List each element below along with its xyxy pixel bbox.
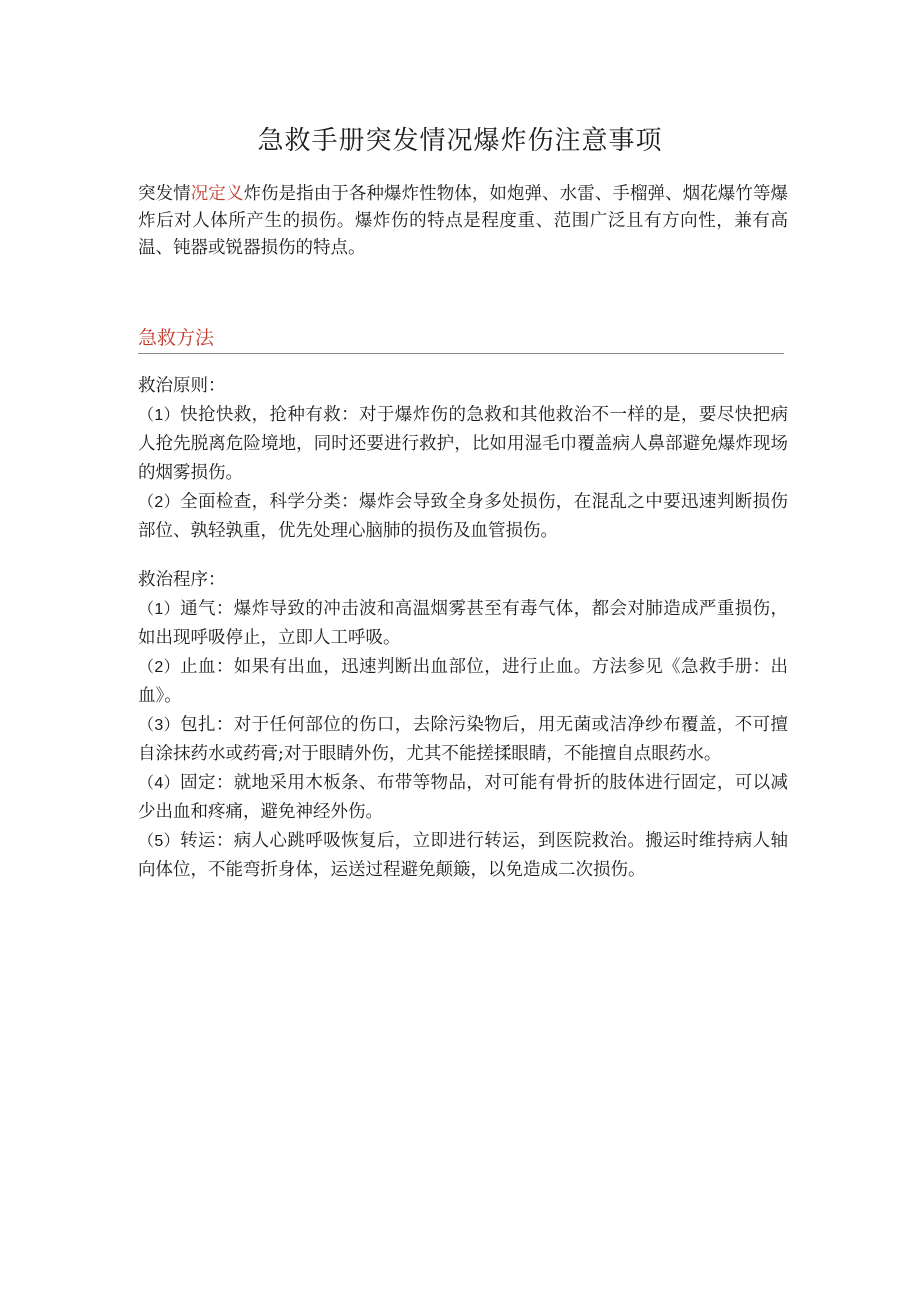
list-item: [138, 711, 788, 769]
list-item: [138, 827, 788, 885]
item-text: 通气：爆炸导致的冲击波和高温烟雾甚至有毒气体，都会对肺造成严重损伤，如出现呼吸停止，立即人工呼吸。: [138, 599, 788, 648]
list-item: [138, 653, 788, 711]
list-item: [138, 401, 788, 488]
item-number: （2）: [138, 494, 181, 511]
item-text: 全面检查，科学分类：爆炸会导致全身多处损伤，在混乱之中要迅速判断损伤部位、孰轻孰重，优先处理心脑肺的损伤及血管损伤。: [138, 492, 788, 541]
principles-label: 救治原则：: [138, 376, 226, 396]
item-text: 转运：病人心跳呼吸恢复后，立即进行转运，到医院救治。搬运时维持病人轴向体位，不能弯折身体，运送过程避免颠簸，以免造成二次损伤。: [138, 831, 788, 880]
procedures-label: 救治程序：: [138, 570, 226, 590]
item-text: 固定：就地采用木板条、布带等物品，对可能有骨折的肢体进行固定，可以减少出血和疼痛，避免神经外伤。: [138, 773, 788, 822]
item-text: 快抢快救，抢种有救：对于爆炸伤的急救和其他救治不一样的是，要尽快把病人抢先脱离危险境地，同时还要进行救护，比如用湿毛巾覆盖病人鼻部避免爆炸现场的烟雾损伤。: [138, 405, 788, 483]
item-number: （3）: [138, 717, 181, 734]
section-heading-first-aid: 急救方法: [138, 325, 784, 354]
principles-block: [138, 372, 788, 546]
list-item: [138, 595, 788, 653]
item-number: （4）: [138, 775, 181, 792]
item-number: （2）: [138, 659, 181, 676]
page-title: 急救手册突发情况爆炸伤注意事项: [257, 126, 663, 156]
list-item: [138, 488, 788, 546]
item-number: （1）: [138, 407, 181, 424]
list-item: [138, 769, 788, 827]
item-number: （5）: [138, 833, 181, 850]
intro-paragraph: [138, 181, 788, 262]
item-text: 止血：如果有出血，迅速判断出血部位，进行止血。方法参见《急救手册：出血》。: [138, 657, 788, 706]
procedures-block: [138, 566, 788, 885]
intro-highlight: 况定义: [190, 184, 244, 204]
item-number: （1）: [138, 601, 181, 618]
intro-prefix: 突发情: [138, 184, 191, 204]
intro-rest: 炸伤是指由于各种爆炸性物体，如炮弹、水雷、手榴弹、烟花爆竹等爆炸后对人体所产生的损伤。爆炸伤的特点是程度重、范围广泛且有方向性，兼有高温、钝器或锐器损伤的特点。: [138, 184, 789, 258]
item-text: 包扎：对于任何部位的伤口，去除污染物后，用无菌或洁净纱布覆盖，不可擅自涂抹药水或药膏;对于眼睛外伤，尤其不能搓揉眼睛，不能擅自点眼药水。: [138, 715, 788, 764]
